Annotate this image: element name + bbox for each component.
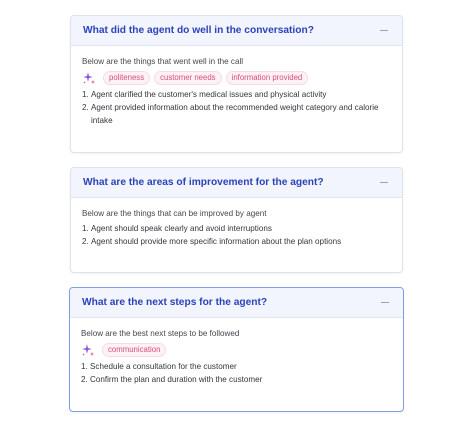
section-title: What are the areas of improvement for the agent?: [83, 177, 324, 188]
list-item-text: Agent should provide more specific information about the plan options: [91, 237, 342, 247]
section-title: What are the next steps for the agent?: [82, 297, 268, 308]
list-item: [81, 360, 392, 373]
section-body: [71, 198, 402, 248]
list-item-number: 1.: [82, 224, 89, 233]
tag-customer-needs: customer needs: [154, 71, 221, 85]
tag-row: [82, 71, 391, 85]
section-header[interactable]: [71, 16, 402, 46]
section-intro: Below are the best next steps to be followed: [81, 329, 240, 338]
list-item: [82, 88, 391, 101]
minus-icon[interactable]: [377, 24, 391, 38]
list-item-text: Agent provided information about the recommended weight category and calorie intake: [91, 103, 379, 126]
list-item-number: 1.: [81, 362, 88, 371]
minus-icon[interactable]: [377, 176, 391, 190]
points-list: [81, 360, 392, 386]
tag-information-provided: information provided: [226, 71, 309, 85]
list-item: [82, 101, 391, 127]
section-body: [70, 318, 403, 386]
list-item: [82, 222, 391, 235]
list-item: [81, 373, 392, 386]
section-header[interactable]: [71, 168, 402, 198]
list-item-number: 2.: [81, 375, 88, 385]
sparkle-icon: [81, 343, 95, 357]
points-list: [82, 222, 391, 248]
section-intro: Below are the things that went well in the call: [82, 57, 244, 66]
section-header[interactable]: [70, 288, 403, 318]
section-card-went-well: [70, 15, 403, 153]
list-item-text: Confirm the plan and duration with the customer: [90, 375, 263, 385]
sparkle-icon: [82, 71, 96, 85]
points-list: [82, 88, 391, 128]
section-card-next-steps: [69, 287, 404, 412]
list-item-number: 1.: [82, 90, 89, 99]
section-intro: Below are the things that can be improved by agent: [82, 209, 267, 218]
list-item: [82, 235, 391, 248]
tag-row: [81, 343, 392, 357]
tag-politeness: politeness: [103, 71, 150, 85]
section-title: What did the agent do well in the conversation?: [83, 25, 314, 36]
list-item-text: Schedule a consultation for the customer: [90, 362, 237, 371]
list-item-text: Agent clarified the customer's medical issues and physical activity: [91, 90, 327, 99]
list-item-text: Agent should speak clearly and avoid interruptions: [91, 224, 272, 233]
tag-communication: communication: [102, 343, 166, 357]
minus-icon[interactable]: [378, 296, 392, 310]
section-card-improvement: [70, 167, 403, 273]
section-body: [71, 46, 402, 128]
list-item-number: 2.: [82, 237, 89, 247]
list-item-number: 2.: [82, 103, 89, 113]
